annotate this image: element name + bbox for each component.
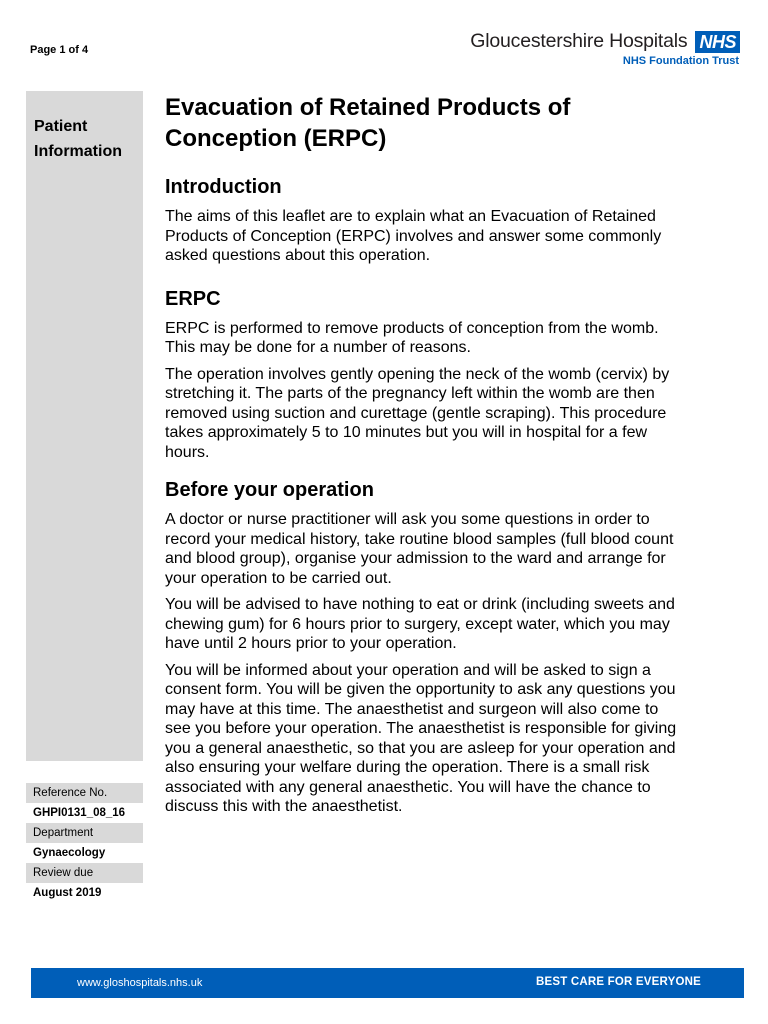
paragraph-introduction: The aims of this leaflet are to explain what an Evacuation of Retained Products of Conception (ERPC) involves and answer some commonly asked questions about this operation. bbox=[165, 208, 662, 264]
footer-bar bbox=[31, 968, 744, 998]
section-heading-erpc: ERPC bbox=[165, 287, 221, 310]
paragraph-before-3: You will be informed about your operation and will be asked to sign a consent form. You will be given the opportunity to ask any questions you may have at this time. The anaesthetist and surgeon will also come to see you before your operation. The anaesthetist is responsible for giving you a general anaesthetic, so that you are asleep for your operation and also ensuring your welfare during the operation. There is a small risk associated with any general anaesthetic. You will have the chance to discuss this with the anaesthetist. bbox=[165, 661, 677, 815]
review-label: Review due bbox=[26, 863, 143, 883]
paragraph-erpc-1: ERPC is performed to remove products of conception from the womb. This may be done for a number of reasons. bbox=[165, 319, 659, 356]
footer-tagline: BEST CARE FOR EVERYONE bbox=[536, 976, 701, 988]
reference-value: GHPI0131_08_16 bbox=[33, 807, 126, 819]
department-value: Gynaecology bbox=[33, 847, 106, 859]
page-number: Page 1 of 4 bbox=[30, 44, 89, 56]
sidebar-title-line-1: Patient bbox=[34, 118, 88, 135]
main-content bbox=[165, 92, 685, 817]
sidebar-title-line-2: Information bbox=[34, 143, 122, 160]
nhs-logo: NHS bbox=[695, 31, 740, 53]
paragraph-before-2: You will be advised to have nothing to eat or drink (including sweets and chewing gum) for 6 hours prior to surgery, except water, which you may have until 2 hours prior to your operation. bbox=[165, 596, 675, 652]
document-title: Evacuation of Retained Products of Conception (ERPC) bbox=[165, 94, 571, 152]
reference-label: Reference No. bbox=[26, 783, 143, 803]
trust-name: NHS Foundation Trust bbox=[622, 55, 739, 67]
department-label: Department bbox=[26, 823, 143, 843]
sidebar-panel bbox=[26, 91, 143, 761]
paragraph-erpc-2: The operation involves gently opening the neck of the womb (cervix) by stretching it. The parts of the pregnancy left within the womb are then removed using suction and curettage (gentle scraping). This procedure takes approximately 5 to 10 minutes but you will in hospital for a few hours. bbox=[165, 365, 670, 461]
section-heading-before-operation: Before your operation bbox=[165, 479, 374, 501]
hospital-logo bbox=[470, 30, 740, 67]
footer-website-link[interactable]: www.gloshospitals.nhs.uk bbox=[77, 977, 203, 989]
sidebar-title bbox=[34, 114, 122, 164]
reference-table bbox=[26, 783, 143, 903]
organisation-name: Gloucestershire Hospitals bbox=[470, 30, 688, 52]
review-value: August 2019 bbox=[33, 887, 102, 899]
paragraph-before-1: A doctor or nurse practitioner will ask you some questions in order to record your medical history, take routine blood samples (full blood count and blood group), organise your admission to the ward and arrange for your operation to be carried out. bbox=[165, 511, 674, 587]
section-heading-introduction: Introduction bbox=[165, 176, 282, 198]
